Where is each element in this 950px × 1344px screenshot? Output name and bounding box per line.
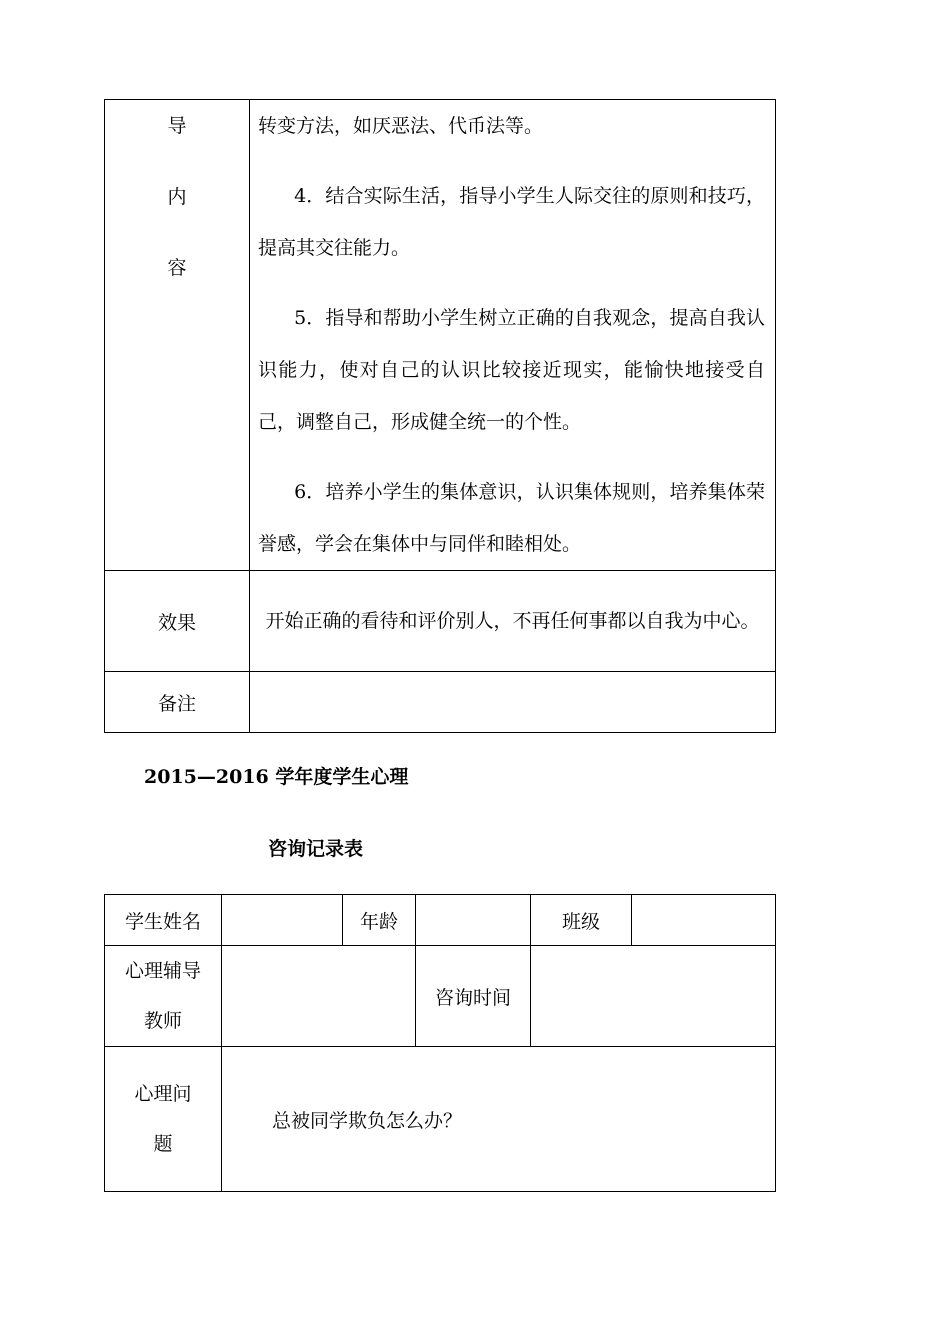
- student-name-label: 学生姓名: [105, 895, 222, 946]
- effect-row: [105, 571, 776, 672]
- age-value: [416, 895, 531, 946]
- class-value: [632, 895, 776, 946]
- guidance-content-cell: [250, 100, 776, 571]
- record-title-line1: 2015—2016 学年度学生心理: [144, 766, 409, 788]
- counselor-row: [105, 946, 776, 1047]
- problem-row: [105, 1047, 776, 1192]
- age-label: 年龄: [343, 895, 416, 946]
- record-title-line2: 咨询记录表: [268, 838, 364, 860]
- consult-time-value: [531, 946, 776, 1047]
- guidance-content-row: [105, 100, 776, 571]
- label-char: 容: [167, 257, 187, 279]
- guidance-table: [104, 99, 776, 733]
- student-info-row: [105, 895, 776, 946]
- consultation-record-table: [104, 894, 776, 1192]
- problem-label: [105, 1047, 222, 1192]
- remarks-label: 备注: [105, 672, 250, 733]
- label-char: 导: [167, 115, 187, 137]
- counselor-value: [222, 946, 416, 1047]
- problem-label-line2: 题: [153, 1133, 173, 1155]
- content-paragraph: 4．结合实际生活，指导小学生人际交往的原则和技巧，提高其交往能力。: [258, 185, 765, 259]
- effect-text: 开始正确的看待和评价别人，不再任何事都以自我为中心。: [250, 571, 776, 672]
- problem-text: 总被同学欺负怎么办？: [222, 1047, 776, 1192]
- counselor-label-line1: 心理辅导: [124, 960, 201, 982]
- label-char: 内: [167, 186, 187, 208]
- consult-time-label: 咨询时间: [416, 946, 531, 1047]
- guidance-content-label: [105, 100, 250, 571]
- problem-label-line1: 心理问: [134, 1083, 192, 1105]
- effect-label: 效果: [105, 571, 250, 672]
- remarks-value: [250, 672, 776, 733]
- content-paragraph: 转变方法，如厌恶法、代币法等。: [258, 115, 544, 137]
- remarks-row: [105, 672, 776, 733]
- student-name-value: [222, 895, 343, 946]
- content-paragraph: 6．培养小学生的集体意识，认识集体规则，培养集体荣誉感，学会在集体中与同伴和睦相处。: [258, 481, 765, 555]
- class-label: 班级: [531, 895, 632, 946]
- counselor-label-line2: 教师: [143, 1010, 182, 1032]
- content-paragraph: 5．指导和帮助小学生树立正确的自我观念，提高自我认识能力，使对自己的认识比较接近现实，能愉快地接受自己，调整自己，形成健全统一的个性。: [258, 307, 765, 433]
- counselor-label: [105, 946, 222, 1047]
